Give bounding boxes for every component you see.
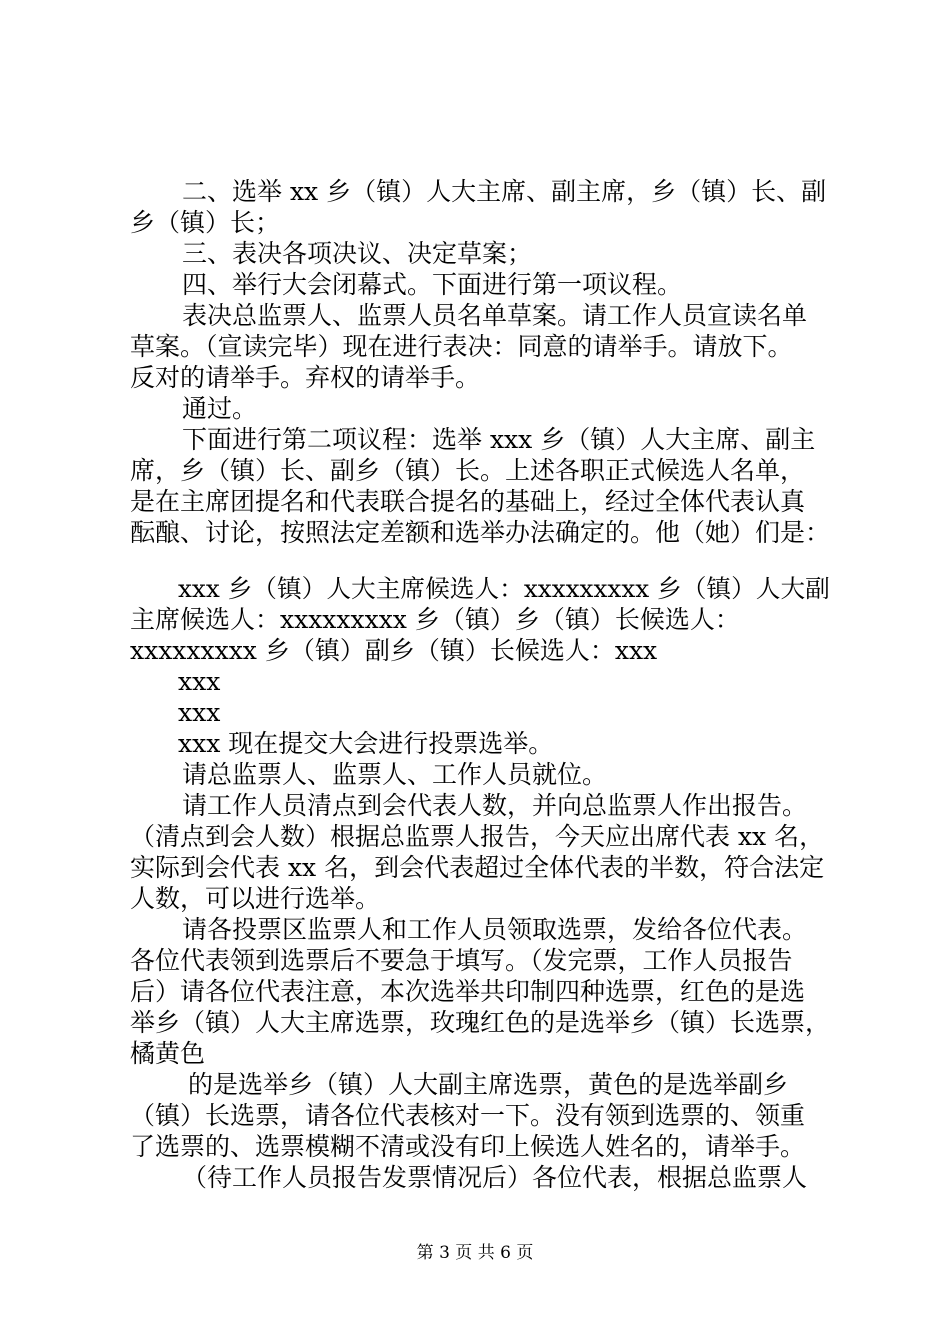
text-line: xxx 现在提交大会进行投票选举。	[178, 729, 554, 758]
text-line: 通过。	[182, 394, 258, 423]
text-line: 举乡（镇）人大主席选票，玫瑰红色的是选举乡（镇）长选票，	[130, 1008, 831, 1037]
text-line: xxx	[178, 698, 221, 727]
text-line: 酝酿、讨论，按照法定差额和选举办法确定的。他（她）们是：	[130, 518, 831, 547]
text-line: 后）请各位代表注意，本次选举共印制四种选票，红色的是选	[130, 977, 806, 1006]
text-line: 是在主席团提名和代表联合提名的基础上，经过全体代表认真	[130, 487, 806, 516]
text-line: 请工作人员清点到会代表人数，并向总监票人作出报告。	[182, 791, 808, 820]
text-line: 请各投票区监票人和工作人员领取选票，发给各位代表。	[182, 915, 808, 944]
text-line: （清点到会人数）根据总监票人报告，今天应出席代表 xx 名，	[130, 822, 825, 851]
text-line: 人数，可以进行选举。	[130, 884, 381, 913]
paragraph-gap	[130, 548, 830, 573]
text-line: （待工作人员报告发票情况后）各位代表，根据总监票人	[182, 1163, 808, 1192]
text-line: 草案。（宣读完毕）现在进行表决：同意的请举手。请放下。	[130, 332, 793, 361]
text-line: 实际到会代表 xx 名，到会代表超过全体代表的半数，符合法定	[130, 853, 825, 882]
text-line: 三、表决各项决议、决定草案；	[182, 239, 533, 268]
text-line: 乡（镇）长；	[130, 208, 281, 237]
text-line: 四、举行大会闭幕式。下面进行第一项议程。	[182, 270, 683, 299]
text-line: 了选票的、选票模糊不清或没有印上候选人姓名的，请举手。	[130, 1132, 806, 1161]
text-line: 的是选举乡（镇）人大副主席选票，黄色的是选举副乡	[188, 1070, 789, 1099]
text-line: 主席候选人：xxxxxxxxx 乡（镇）乡（镇）长候选人：	[130, 605, 740, 634]
text-line: 请总监票人、监票人、工作人员就位。	[182, 760, 608, 789]
text-line: 橘黄色	[130, 1039, 206, 1068]
text-line: xxxxxxxxx 乡（镇）副乡（镇）长候选人：xxx	[130, 636, 658, 665]
page-number-footer: 第 3 页 共 6 页	[416, 1243, 534, 1263]
text-line: （镇）长选票，请各位代表核对一下。没有领到选票的、领重	[130, 1101, 806, 1130]
document-body	[130, 176, 830, 1193]
text-line: xxx	[178, 667, 221, 696]
text-line: 席，乡（镇）长、副乡（镇）长。上述各职正式候选人名单，	[130, 456, 806, 485]
text-line: 下面进行第二项议程：选举 xxx 乡（镇）人大主席、副主	[182, 425, 816, 454]
text-line: 反对的请举手。弃权的请举手。	[130, 363, 481, 392]
text-line: 各位代表领到选票后不要急于填写。（发完票，工作人员报告	[130, 946, 793, 975]
text-line: 二、选举 xx 乡（镇）人大主席、副主席，乡（镇）长、副	[182, 177, 827, 206]
text-line: xxx 乡（镇）人大主席候选人：xxxxxxxxx 乡（镇）人大副	[178, 574, 830, 603]
text-line: 表决总监票人、监票人员名单草案。请工作人员宣读名单	[182, 301, 808, 330]
